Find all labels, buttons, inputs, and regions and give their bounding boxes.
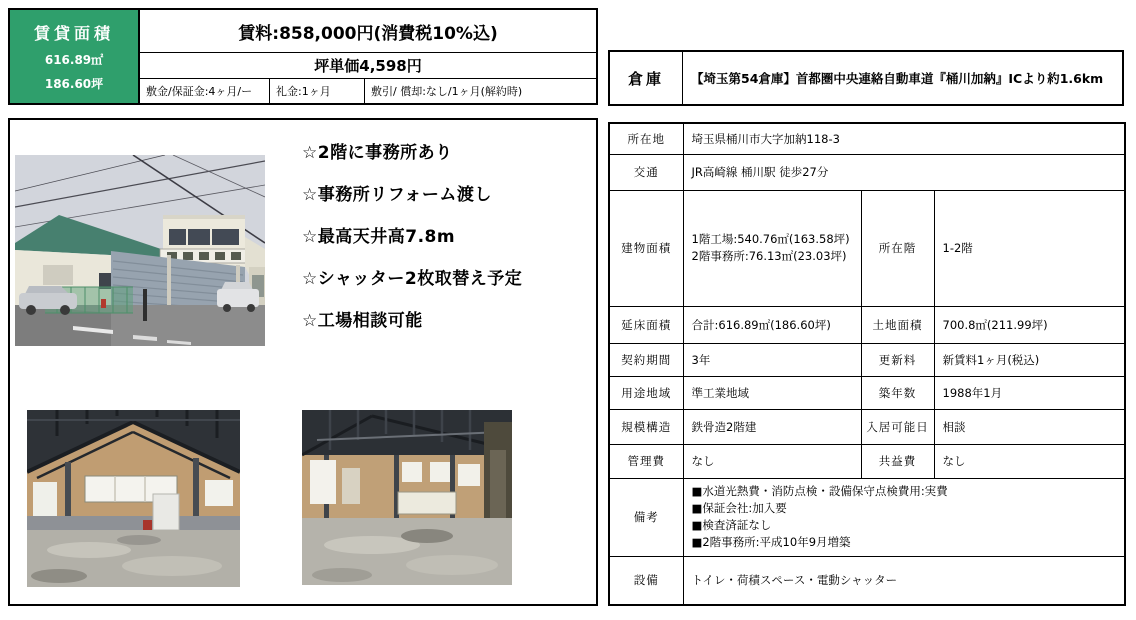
highlight-shutter-replace: ☆シャッター2枚取替え予定 xyxy=(302,269,523,289)
mgmt-fee-value: なし xyxy=(683,444,861,478)
table-row-equipment xyxy=(609,556,1125,605)
access-value: JR高崎線 桶川駅 徒歩27分 xyxy=(683,154,1125,190)
table-row-notes xyxy=(609,478,1125,556)
notes-value xyxy=(683,478,1125,556)
equipment-label: 設備 xyxy=(609,556,683,605)
contract-label: 契約期間 xyxy=(609,343,683,376)
property-type-label: 倉庫 xyxy=(610,52,683,104)
built-year-label: 築年数 xyxy=(861,376,934,409)
table-row-access xyxy=(609,154,1125,190)
key-money-cell: 礼金:1ヶ月 xyxy=(270,79,365,103)
highlight-list xyxy=(302,138,522,331)
table-row-mgmt-fee xyxy=(609,444,1125,478)
rental-area-tsubo: 186.60坪 xyxy=(44,77,104,91)
renewal-fee-value: 新賃料1ヶ月(税込) xyxy=(934,343,1125,376)
move-in-label: 入居可能日 xyxy=(861,409,934,444)
common-fee-value: なし xyxy=(934,444,1125,478)
unit-price: 坪単価4,598円 xyxy=(140,53,596,79)
equipment-value: トイレ・荷積スペース・電動シャッター xyxy=(683,556,1125,605)
mgmt-fee-label: 管理費 xyxy=(609,444,683,478)
contract-value: 3年 xyxy=(683,343,861,376)
fees-row xyxy=(140,79,596,103)
notes-line-2: ■保証会社:加入要 xyxy=(691,500,787,515)
notes-line-3: ■検査済証なし xyxy=(691,518,772,532)
structure-label: 規模構造 xyxy=(609,409,683,444)
building-area-line2: 2階事務所:76.13㎡(23.03坪) xyxy=(691,249,847,263)
common-fee-label: 共益費 xyxy=(861,444,934,478)
table-row-location xyxy=(609,123,1125,154)
land-area-value: 700.8㎡(211.99坪) xyxy=(934,306,1125,343)
property-title: 【埼玉第54倉庫】首都圏中央連絡自動車道『桶川加納』ICより約1.6km xyxy=(691,71,1104,86)
total-floor-value: 合計:616.89㎡(186.60坪) xyxy=(683,306,861,343)
rent-summary-box xyxy=(8,8,598,105)
structure-value: 鉄骨造2階建 xyxy=(683,409,861,444)
notes-line-1: ■水道光熱費・消防点検・設備保守点検費用:実費 xyxy=(691,483,948,498)
property-header-box xyxy=(608,50,1124,106)
rent-summary-right xyxy=(140,10,596,103)
built-year-value: 1988年1月 xyxy=(934,376,1125,409)
deposit-cell: 敷金/保証金:4ヶ月/ー xyxy=(140,79,270,103)
highlight-office-2f: ☆2階に事務所あり xyxy=(302,143,453,163)
table-row-zoning xyxy=(609,376,1125,409)
photo-exterior xyxy=(15,155,265,346)
renewal-fee-label: 更新料 xyxy=(861,343,934,376)
notes-label: 備考 xyxy=(609,478,683,556)
building-area-value xyxy=(683,190,861,306)
location-value: 埼玉県桶川市大字加納118-3 xyxy=(683,123,1125,154)
photos-and-highlights-box xyxy=(8,118,598,606)
total-floor-label: 延床面積 xyxy=(609,306,683,343)
zoning-value: 準工業地域 xyxy=(683,376,861,409)
land-area-label: 土地面積 xyxy=(861,306,934,343)
notes-line-4: ■2階事務所:平成10年9月増築 xyxy=(691,535,851,550)
table-row-total-floor xyxy=(609,306,1125,343)
table-row-building-area xyxy=(609,190,1125,306)
photo-interior-left xyxy=(27,410,240,587)
rent-amount: 賃料:858,000円(消費税10%込) xyxy=(140,10,596,53)
rental-area-cell xyxy=(10,10,140,103)
table-row-structure xyxy=(609,409,1125,444)
table-row-contract xyxy=(609,343,1125,376)
floor-located-label: 所在階 xyxy=(861,190,934,306)
highlight-office-reform: ☆事務所リフォーム渡し xyxy=(302,185,492,205)
floor-located-value: 1-2階 xyxy=(934,190,1125,306)
rental-area-label: 賃貸面積 xyxy=(33,24,114,43)
photo-interior-right xyxy=(302,410,512,585)
zoning-label: 用途地域 xyxy=(609,376,683,409)
highlight-factory-ok: ☆工場相談可能 xyxy=(302,311,423,331)
building-area-label: 建物面積 xyxy=(609,190,683,306)
building-area-line1: 1階工場:540.76㎡(163.58坪) xyxy=(691,231,850,246)
rental-area-m2: 616.89㎡ xyxy=(44,53,104,67)
access-label: 交通 xyxy=(609,154,683,190)
move-in-value: 相談 xyxy=(934,409,1125,444)
property-detail-table xyxy=(608,122,1126,606)
amortization-cell: 敷引/ 償却:なし/1ヶ月(解約時) xyxy=(371,85,523,98)
location-label: 所在地 xyxy=(609,123,683,154)
highlight-ceiling-height: ☆最高天井高7.8m xyxy=(302,227,456,247)
